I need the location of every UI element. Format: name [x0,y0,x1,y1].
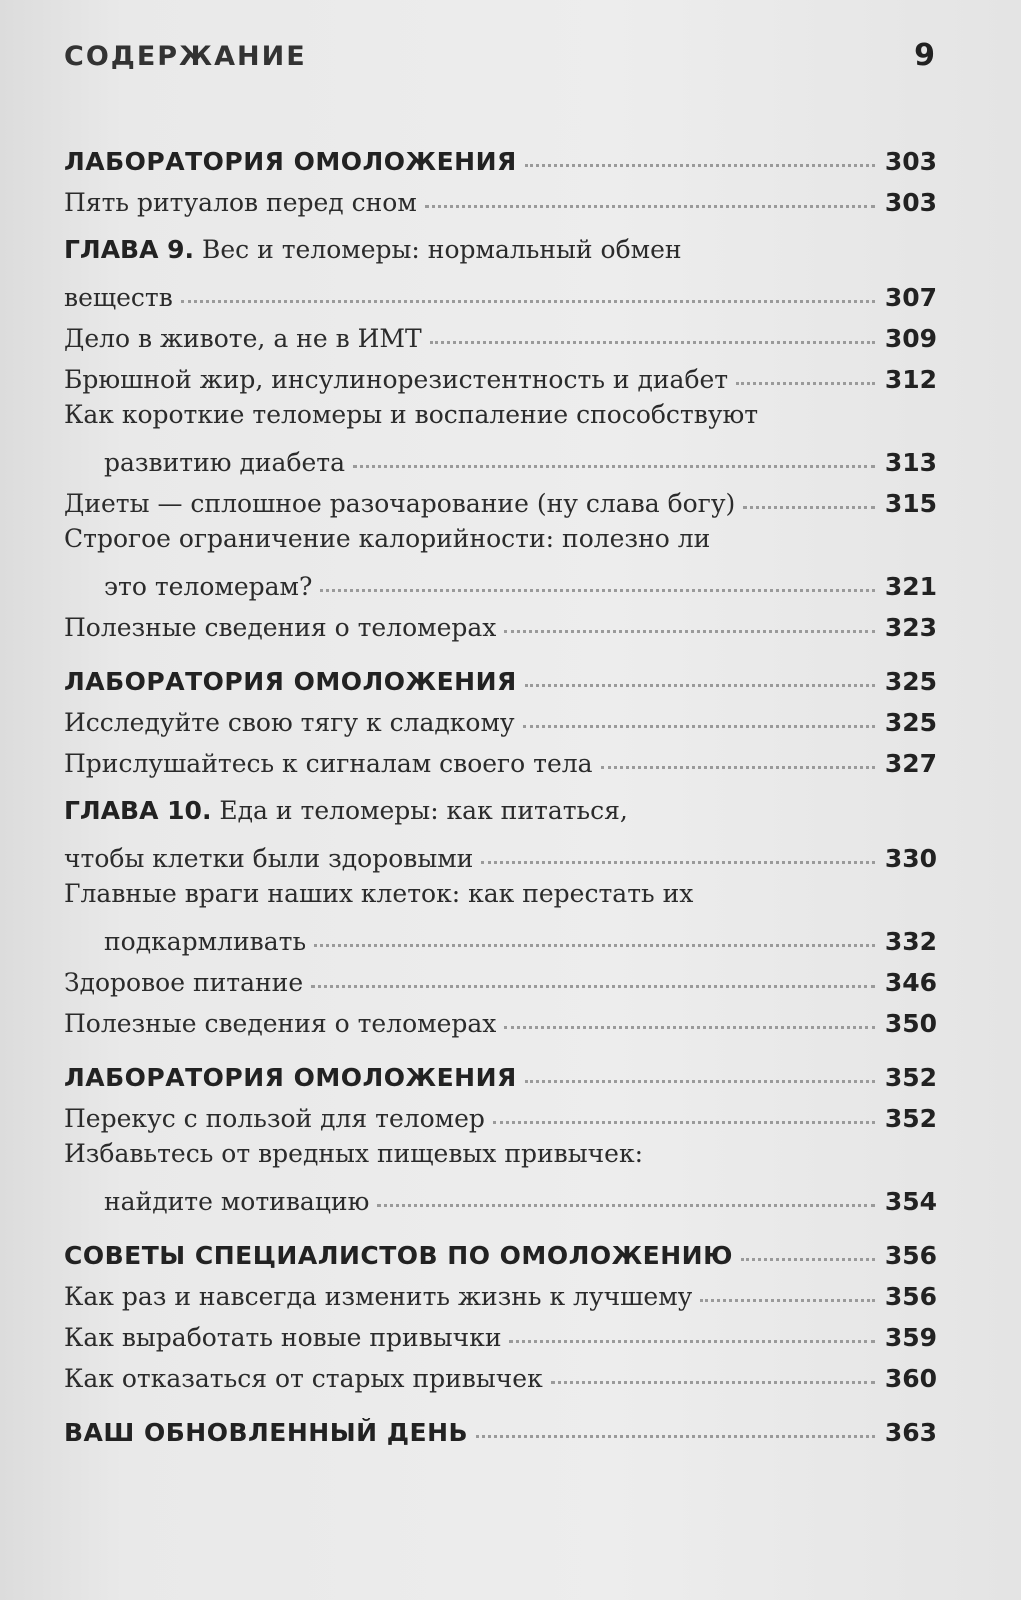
toc-entry-first-line: Как короткие теломеры и воспаление способствуют [64,400,759,429]
toc-entry [64,832,937,873]
toc-entry [64,1270,937,1311]
toc-entry [64,1175,937,1216]
toc-entry-first-line: Главные враги наших клеток: как перестать их [64,879,694,908]
toc-entry [64,560,937,601]
toc-section-lab [64,128,937,176]
toc-entry-title: Дело в животе, а не в ИМТ [64,324,422,353]
toc-page-number: 321 [884,572,937,601]
dot-leader [700,1299,874,1302]
toc-entry [64,601,937,642]
toc-section-title: ЛАБОРАТОРИЯ ОМОЛОЖЕНИЯ [64,1063,517,1092]
toc-entry [64,271,937,312]
dot-leader [320,589,874,592]
toc-page-number: 352 [884,1104,937,1133]
toc-entry [64,477,937,518]
dot-leader [353,465,875,468]
toc-page-number: 350 [884,1009,937,1038]
toc-entry-first-line: Избавьтесь от вредных пищевых привычек: [64,1139,644,1168]
dot-leader [504,630,874,633]
dot-leader [311,985,875,988]
toc-section-title: ЛАБОРАТОРИЯ ОМОЛОЖЕНИЯ [64,667,517,696]
toc-section-final [64,1399,937,1447]
chapter-label: ГЛАВА 9. [64,235,195,264]
toc-page-number: 327 [884,749,937,778]
chapter-title: Вес и теломеры: нормальный обмен [194,235,682,264]
toc-page-number: 356 [884,1241,937,1270]
dot-leader [481,861,874,864]
toc-entry-title: Полезные сведения о теломерах [64,613,497,642]
dot-leader [504,1026,874,1029]
dot-leader [551,1381,875,1384]
toc-page-number: 325 [884,667,937,696]
toc-entry [64,176,937,217]
dot-leader [525,164,875,167]
dot-leader [743,506,875,509]
toc-entry [64,997,937,1038]
toc-entry-title: Как отказаться от старых привычек [64,1364,543,1393]
dot-leader [523,725,875,728]
toc-entry-title: Брюшной жир, инсулинорезистентность и диабет [64,365,729,394]
toc-section-title: СОВЕТЫ СПЕЦИАЛИСТОВ ПО ОМОЛОЖЕНИЮ [64,1241,733,1270]
toc-entry-title: Диеты — сплошное разочарование (ну слава богу) [64,489,736,518]
toc-entry-title: найдите мотивацию [104,1187,370,1216]
dot-leader [509,1340,874,1343]
toc-entry-first-line: Строгое ограничение калорийности: полезно ли [64,524,711,553]
toc-page-number: 346 [884,968,937,997]
dot-leader [425,205,875,208]
chapter-title-continued: веществ [64,283,173,312]
toc-page-number: 354 [884,1187,937,1216]
page-number: 9 [914,38,935,73]
toc-entry [64,1311,937,1352]
chapter-title: Еда и теломеры: как питаться, [211,796,628,825]
chapter-heading [64,229,937,271]
running-title: СОДЕРЖАНИЕ [64,41,307,72]
toc-page-number: 332 [884,927,937,956]
toc-page-number: 360 [884,1364,937,1393]
toc-entry [64,1352,937,1393]
toc-section-lab [64,1044,937,1092]
toc-page-number: 323 [884,613,937,642]
toc-page-number: 303 [884,147,937,176]
toc-page-number: 309 [884,324,937,353]
dot-leader [314,944,875,947]
dot-leader [525,684,875,687]
toc-entry-title: Исследуйте свою тягу к сладкому [64,708,515,737]
toc-entry [64,915,937,956]
toc-page-number: 359 [884,1323,937,1352]
toc-entry-title: Как выработать новые привычки [64,1323,502,1352]
toc-page-number: 356 [884,1282,937,1311]
dot-leader [741,1258,875,1261]
toc-page-number: 352 [884,1063,937,1092]
toc-page-number: 363 [884,1418,937,1447]
dot-leader [525,1080,875,1083]
toc-entry [64,1092,937,1133]
dot-leader [430,341,875,344]
running-head [64,38,935,73]
toc-page-number: 313 [884,448,937,477]
toc-section-lab [64,648,937,696]
dot-leader [181,300,875,303]
dot-leader [476,1435,875,1438]
toc-page-number: 325 [884,708,937,737]
toc-section-tips [64,1222,937,1270]
toc-entry [64,696,937,737]
dot-leader [601,766,875,769]
toc-page-number: 312 [884,365,937,394]
toc-page-number: 307 [884,283,937,312]
toc-entry-title: Здоровое питание [64,968,304,997]
toc-page-number: 315 [884,489,937,518]
toc-entry-title: развитию диабета [104,448,346,477]
toc-entry-title: Перекус с пользой для теломер [64,1104,485,1133]
chapter-label: ГЛАВА 10. [64,796,212,825]
toc-page-number: 303 [884,188,937,217]
table-of-contents [64,122,937,1447]
chapter-title-continued: чтобы клетки были здоровыми [64,844,474,873]
dot-leader [377,1204,874,1207]
toc-entry [64,436,937,477]
toc-entry [64,956,937,997]
toc-entry-title: Пять ритуалов перед сном [64,188,417,217]
toc-entry-title: Полезные сведения о теломерах [64,1009,497,1038]
dot-leader [493,1121,875,1124]
dot-leader [736,382,875,385]
toc-page-number: 330 [884,844,937,873]
toc-entry [64,353,937,394]
toc-entry [64,312,937,353]
toc-entry-title: подкармливать [104,927,307,956]
toc-section-title: ЛАБОРАТОРИЯ ОМОЛОЖЕНИЯ [64,147,517,176]
toc-entry-title: Прислушайтесь к сигналам своего тела [64,749,593,778]
toc-section-title: ВАШ ОБНОВЛЕННЫЙ ДЕНЬ [64,1418,469,1447]
toc-entry-title: Как раз и навсегда изменить жизнь к лучшему [64,1282,693,1311]
chapter-heading [64,790,937,832]
toc-entry-title: это теломерам? [104,572,313,601]
toc-entry [64,737,937,778]
